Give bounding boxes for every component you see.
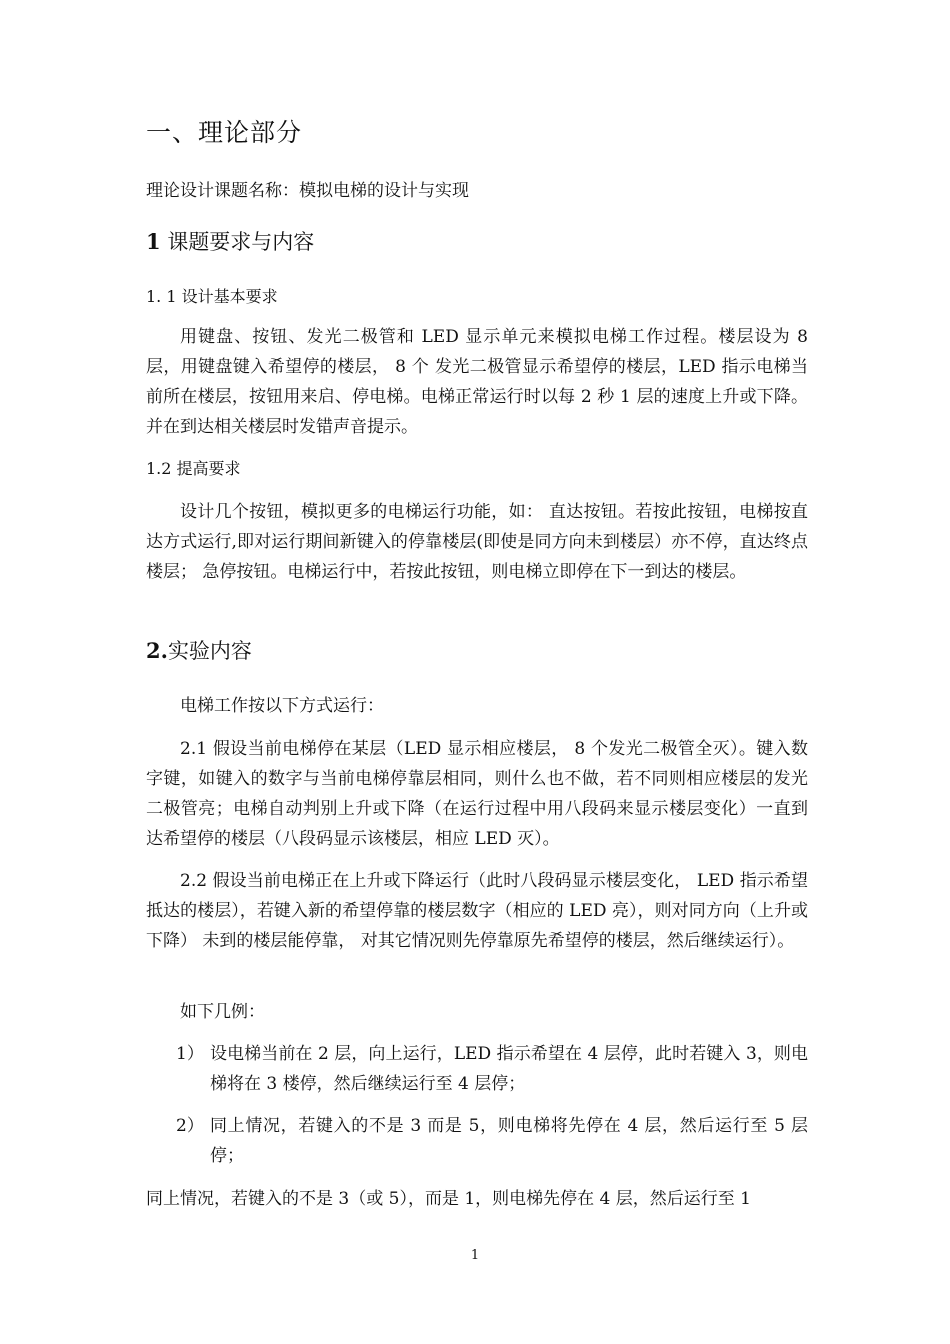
subsection-1-1-heading: 1. 1 设计基本要求 <box>146 287 278 306</box>
section-2-heading <box>146 635 808 667</box>
section-2-intro: 电梯工作按以下方式运行： <box>180 696 384 716</box>
paragraph-2-1: 2.1 假设当前电梯停在某层（LED 显示相应楼层， 8 个发光二极管全灭）。键入数字键，如键入的数字与当前电梯停靠层相同，则什么也不做，若不同则相应楼层的发光二极管亮；电梯自动判别上升或下降（在运行过程中用八段码来显示楼层变化）一直到达希望停的楼层（八段码显示该楼层，相应 LED 灭）。 <box>146 739 808 849</box>
trailing-text: 同上情况，若键入的不是 3（或 5），而是 1，则电梯先停在 4 层，然后运行至 1 <box>146 1189 752 1209</box>
section-1-heading <box>146 226 808 258</box>
paragraph-2-2: 2.2 假设当前电梯正在上升或下降运行（此时八段码显示楼层变化， LED 指示希望抵达的楼层），若键入新的希望停靠的楼层数字（相应的 LED 亮），则对同方向（上升或下降） 未到的楼层能停靠， 对其它情况则先停靠原先希望停的楼层，然后继续运行）。 <box>146 871 808 951</box>
section-2-title: 实验内容 <box>167 639 252 663</box>
subsection-1-1-text: 用键盘、按钮、发光二极管和 LED 显示单元来模拟电梯工作过程。楼层设为 8 层，用键盘键入希望停的楼层， 8 个 发光二极管显示希望停的楼层，LED 指示电梯当前所在楼层，按钮用来启、停电梯。电梯正常运行时以每 2 秒 1 层的速度上升或下降。 并在到达相关楼层时发错声音提示。 <box>146 327 808 437</box>
list-item <box>176 1039 808 1099</box>
course-title: 理论设计课题名称：模拟电梯的设计与实现 <box>146 181 469 201</box>
section-1-number: 1 <box>146 229 161 254</box>
list-item-marker: 2） <box>176 1116 204 1136</box>
list-item-text: 设电梯当前在 2 层，向上运行，LED 指示希望在 4 层停，此时若键入 3，则电梯将在 3 楼停，然后继续运行至 4 层停； <box>210 1044 808 1094</box>
list-item-marker: 1） <box>176 1044 204 1064</box>
section-1-title: 课题要求与内容 <box>167 230 315 254</box>
page-title: 一、理论部分 <box>146 118 303 147</box>
subsection-1-2-text: 设计几个按钮，模拟更多的电梯运行功能，如： 直达按钮。若按此按钮，电梯按直达方式运行,即对运行期间新键入的停靠楼层(即使是同方向未到楼层）亦不停，直达终点楼层； 急停按钮。电梯运行中，若按此按钮，则电梯立即停在下一到达的楼层。 <box>146 502 808 582</box>
examples-intro: 如下几例： <box>180 1002 265 1022</box>
section-2-number: 2. <box>146 638 168 663</box>
list-item <box>176 1111 808 1171</box>
subsection-1-2-heading: 1.2 提高要求 <box>146 459 241 478</box>
list-item-text: 同上情况，若键入的不是 3 而是 5，则电梯将先停在 4 层，然后运行至 5 层停； <box>210 1116 808 1166</box>
page-number: 1 <box>470 1248 480 1263</box>
